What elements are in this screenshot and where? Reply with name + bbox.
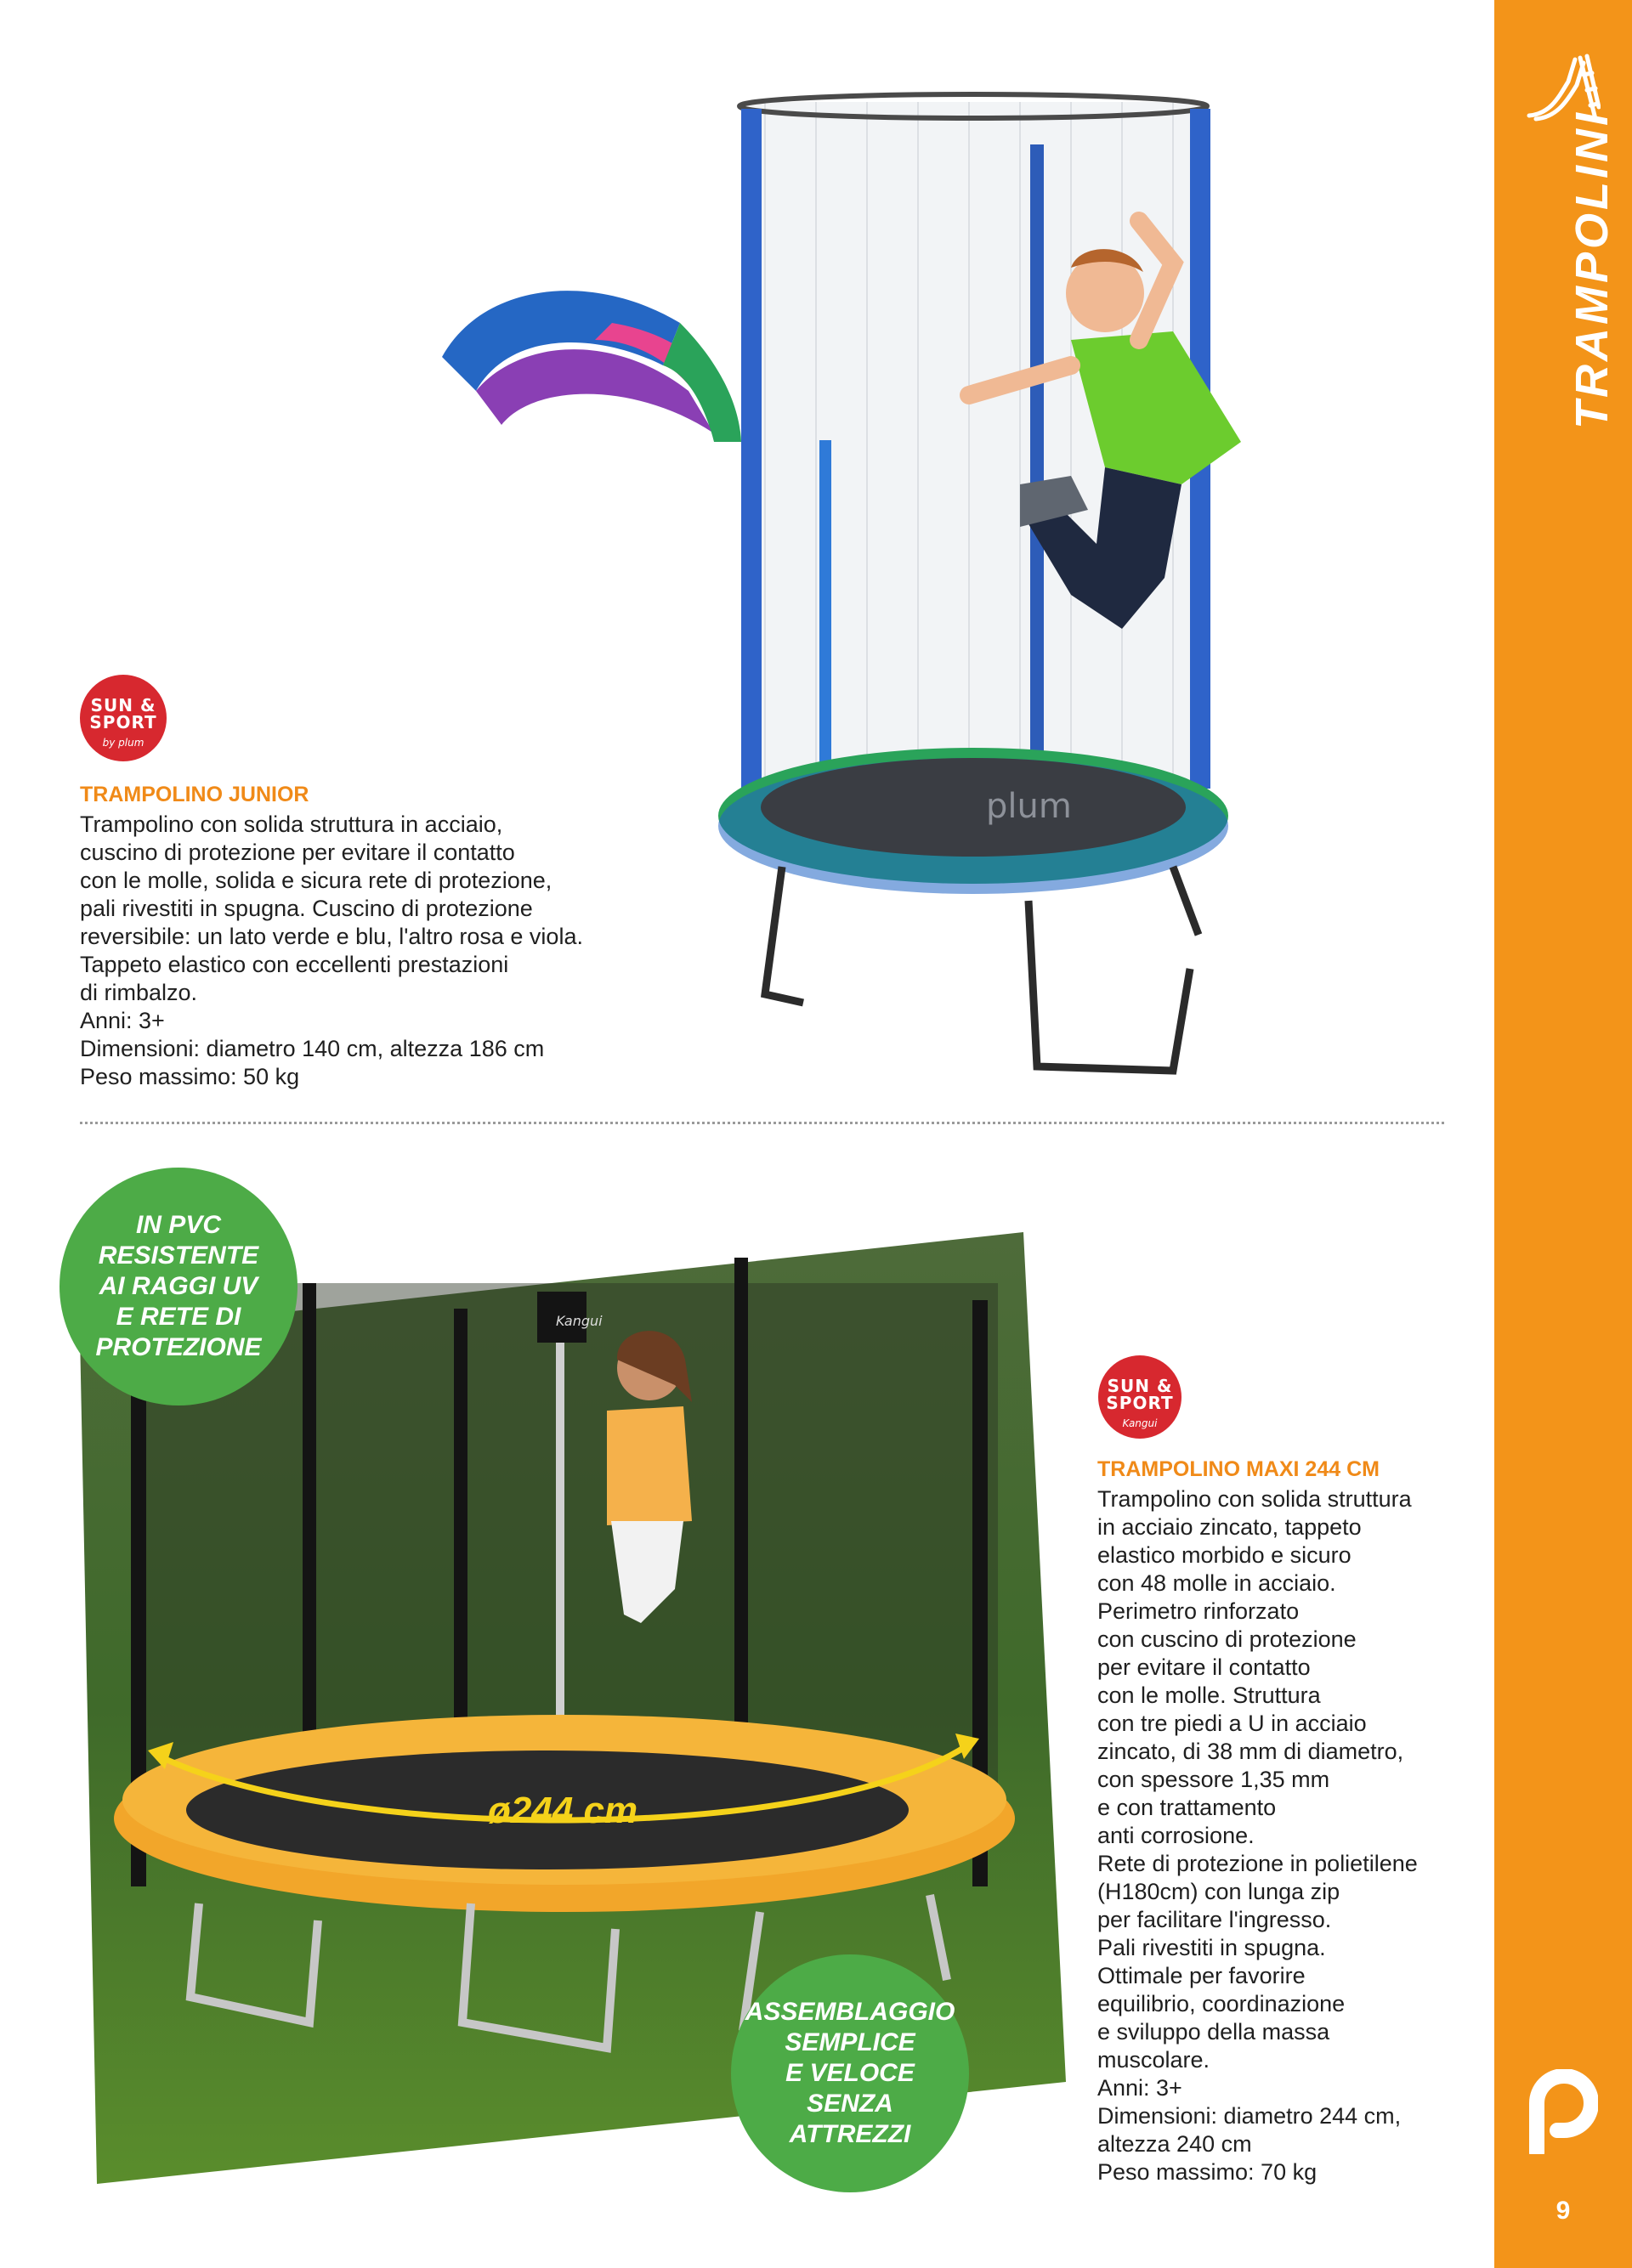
desc-line: Tappeto elastico con eccellenti prestazioni bbox=[80, 952, 509, 977]
desc-line: pali rivestiti in spugna. Cuscino di protezione bbox=[80, 896, 533, 921]
logo-line-2: SPORT bbox=[1106, 1393, 1174, 1413]
desc-line: reversibile: un lato verde e blu, l'altro rosa e viola. bbox=[80, 924, 583, 949]
spec-max-weight: Peso massimo: 70 kg bbox=[1097, 2159, 1318, 2185]
badge-pvc-uv bbox=[60, 1168, 298, 1405]
category-title: TRAMPOLINI bbox=[1567, 110, 1618, 429]
desc-line: cuscino di protezione per evitare il contatto bbox=[80, 840, 515, 865]
badge-line: PROTEZIONE bbox=[95, 1333, 262, 1361]
desc-line: Ottimale per favorire bbox=[1097, 1963, 1306, 1988]
desc-line: elastico morbido e sicuro bbox=[1097, 1542, 1352, 1568]
badge-line: ASSEMBLAGGIO bbox=[745, 1998, 955, 2026]
desc-line: e sviluppo della massa bbox=[1097, 2019, 1330, 2045]
badge-line: IN PVC bbox=[135, 1211, 221, 1239]
badge-line: RESISTENTE bbox=[98, 1241, 259, 1270]
sun-sport-logo bbox=[80, 675, 167, 761]
desc-line: e con trattamento bbox=[1097, 1795, 1277, 1820]
product-title-junior: TRAMPOLINO JUNIOR bbox=[80, 783, 309, 806]
badge-line: AI RAGGI UV bbox=[99, 1272, 258, 1300]
spec-age: Anni: 3+ bbox=[80, 1008, 165, 1033]
logo-line-1: SUN & bbox=[90, 695, 156, 715]
spec-max-weight: Peso massimo: 50 kg bbox=[80, 1064, 300, 1089]
badge-line: SEMPLICE bbox=[785, 2028, 915, 2056]
mat-brand-print: plum bbox=[986, 787, 1072, 826]
desc-line: Rete di protezione in polietilene bbox=[1097, 1851, 1418, 1876]
spec-dimensions: Dimensioni: diametro 244 cm, bbox=[1097, 2103, 1402, 2129]
logo-line-2: SPORT bbox=[89, 712, 157, 732]
net-brand-label: Kangui bbox=[556, 1313, 603, 1329]
desc-line: con spessore 1,35 mm bbox=[1097, 1767, 1330, 1792]
badge-line: ATTREZZI bbox=[789, 2120, 911, 2148]
page-number: 9 bbox=[1556, 2197, 1571, 2225]
spec-dimensions: Dimensioni: diametro 140 cm, altezza 186 cm bbox=[80, 1036, 545, 1061]
desc-line: Perimetro rinforzato bbox=[1097, 1598, 1300, 1624]
badge-line: E RETE DI bbox=[116, 1303, 241, 1331]
desc-line: equilibrio, coordinazione bbox=[1097, 1991, 1346, 2016]
desc-line: Trampolino con solida struttura in acciaio, bbox=[80, 812, 503, 837]
product-description-junior bbox=[80, 811, 675, 1091]
desc-line: (H180cm) con lunga zip bbox=[1097, 1879, 1340, 1904]
spec-age: Anni: 3+ bbox=[1097, 2075, 1182, 2101]
desc-line: con tre piedi a U in acciaio bbox=[1097, 1711, 1367, 1736]
product-title-maxi: TRAMPOLINO MAXI 244 CM bbox=[1097, 1457, 1380, 1481]
desc-line: con le molle. Struttura bbox=[1097, 1683, 1321, 1708]
desc-line: zincato, di 38 mm di diametro, bbox=[1097, 1739, 1404, 1764]
spec-dimensions-2: altezza 240 cm bbox=[1097, 2131, 1252, 2157]
sun-sport-logo-2 bbox=[1098, 1355, 1182, 1439]
badge-assembly bbox=[731, 1954, 969, 2192]
desc-line: Trampolino con solida struttura bbox=[1097, 1486, 1412, 1512]
badge-line: SENZA bbox=[807, 2090, 893, 2118]
logo-line-3: Kangui bbox=[1122, 1417, 1158, 1429]
product-description-maxi bbox=[1097, 1485, 1471, 2186]
desc-line: anti corrosione. bbox=[1097, 1823, 1255, 1848]
brand-p-icon bbox=[1528, 2069, 1598, 2154]
desc-line: per facilitare l'ingresso. bbox=[1097, 1907, 1332, 1932]
diameter-label: ø244 cm bbox=[488, 1790, 638, 1831]
desc-line: per evitare il contatto bbox=[1097, 1654, 1311, 1680]
logo-line-1: SUN & bbox=[1107, 1376, 1173, 1396]
desc-line: muscolare. bbox=[1097, 2047, 1210, 2073]
desc-line: con 48 molle in acciaio. bbox=[1097, 1570, 1336, 1596]
badge-line: E VELOCE bbox=[785, 2059, 915, 2087]
desc-line: Pali rivestiti in spugna. bbox=[1097, 1935, 1326, 1960]
desc-line: con le molle, solida e sicura rete di protezione, bbox=[80, 868, 552, 893]
desc-line: con cuscino di protezione bbox=[1097, 1626, 1357, 1652]
desc-line: in acciaio zincato, tappeto bbox=[1097, 1514, 1362, 1540]
logo-line-3: by plum bbox=[102, 737, 144, 749]
desc-line: di rimbalzo. bbox=[80, 980, 198, 1005]
section-divider bbox=[80, 1122, 1444, 1124]
